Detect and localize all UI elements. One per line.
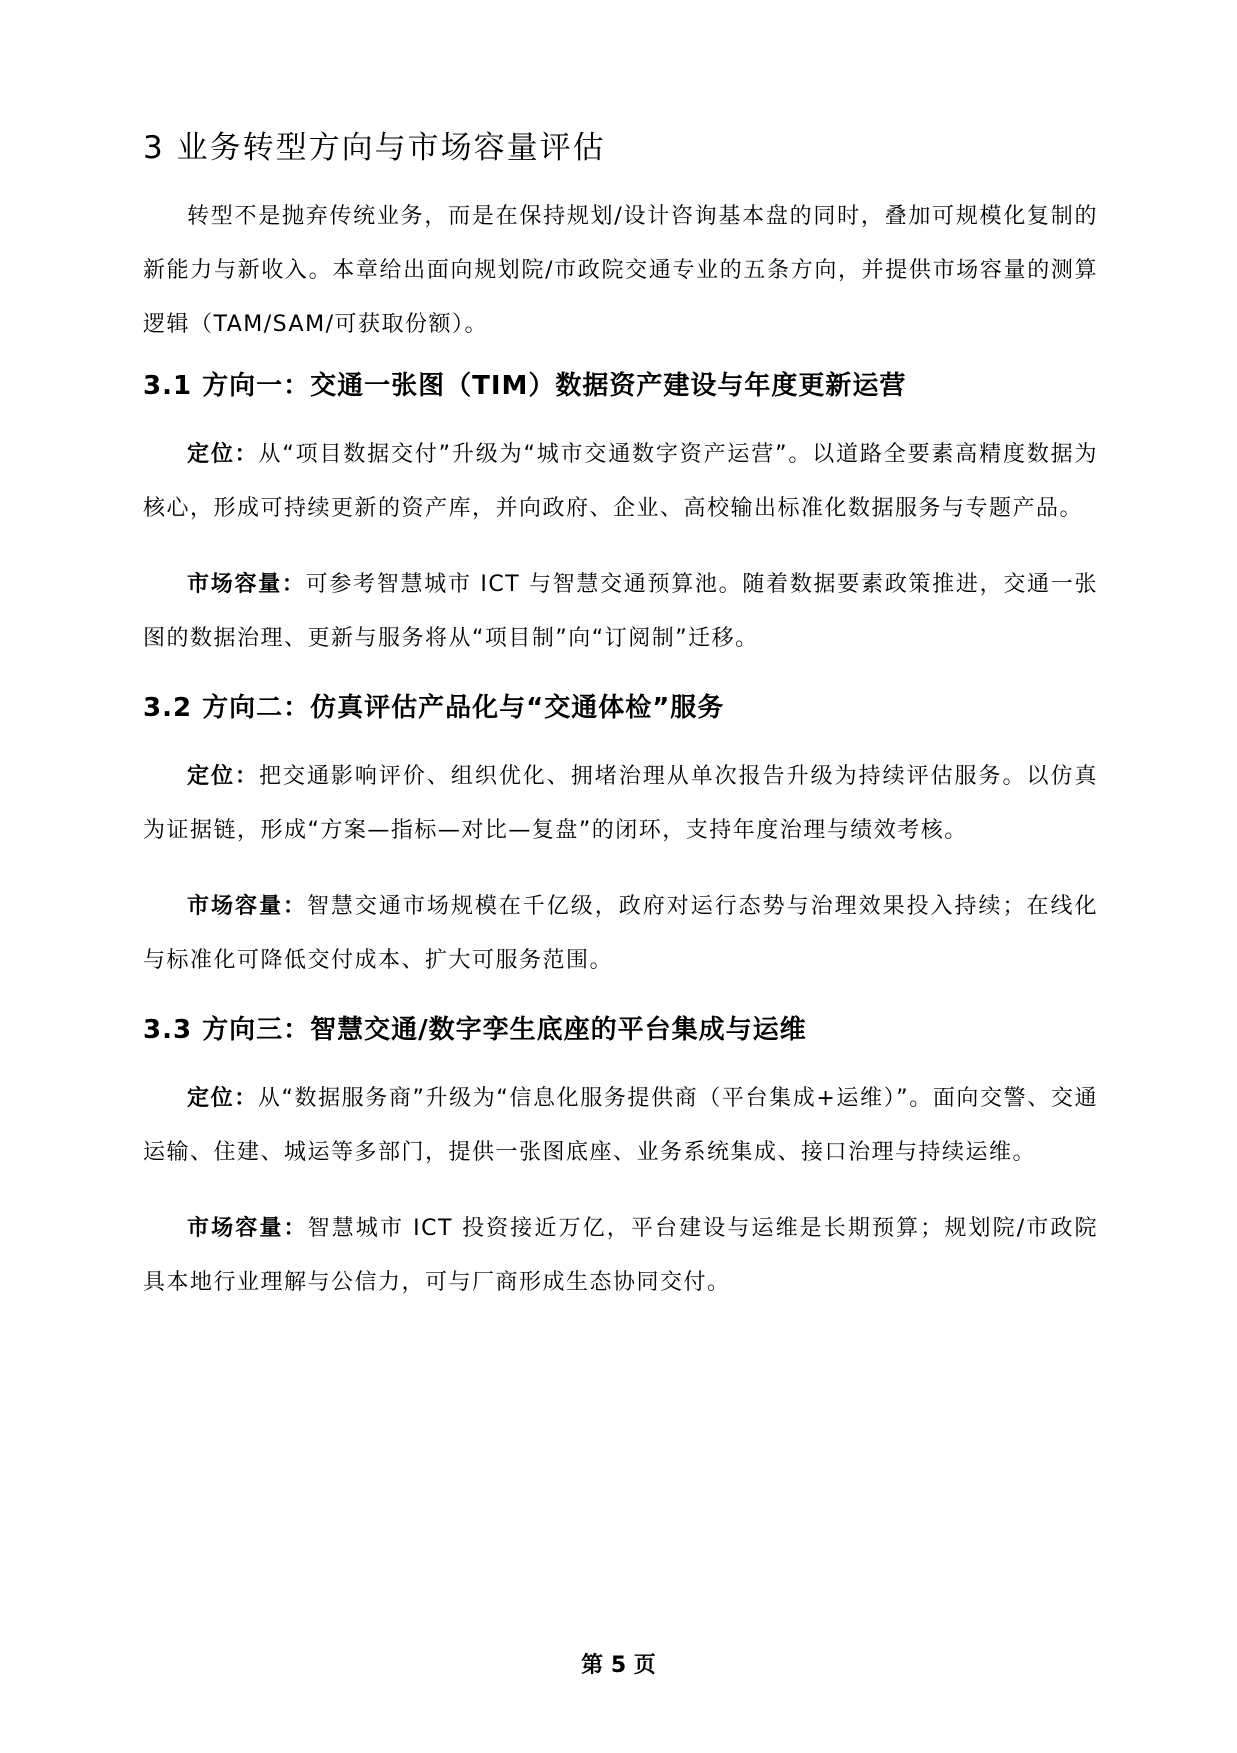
section-3-3 <box>143 1010 1098 1310</box>
market-label: 市场容量： <box>187 1216 308 1241</box>
chapter-intro: 转型不是抛弃传统业务，而是在保持规划/设计咨询基本盘的同时，叠加可规模化复制的新能力与新收入。本章给出面向规划院/市政院交通专业的五条方向，并提供市场容量的测算逻辑（TAM/SAM/可获取份额）。 <box>143 204 1098 337</box>
positioning-label: 定位： <box>187 442 259 467</box>
positioning-text: 从“项目数据交付”升级为“城市交通数字资产运营”。以道路全要素高精度数据为核心，形成可持续更新的资产库，并向政府、企业、高校输出标准化数据服务与专题产品。 <box>143 442 1098 521</box>
section-title: 3.2 方向二：仿真评估产品化与“交通体检”服务 <box>143 693 725 723</box>
market-paragraph <box>143 880 1098 988</box>
page-content <box>143 126 1098 1332</box>
market-paragraph <box>143 1202 1098 1310</box>
positioning-label: 定位： <box>187 1086 258 1111</box>
market-text: 可参考智慧城市 ICT 与智慧交通预算池。随着数据要素政策推进，交通一张图的数据治理、更新与服务将从“项目制”向“订阅制”迁移。 <box>143 572 1098 651</box>
market-text: 智慧交通市场规模在千亿级，政府对运行态势与治理效果投入持续；在线化与标准化可降低交付成本、扩大可服务范围。 <box>143 894 1098 973</box>
positioning-paragraph <box>143 750 1098 858</box>
positioning-paragraph <box>143 1072 1098 1180</box>
market-paragraph <box>143 558 1098 666</box>
market-label: 市场容量： <box>187 894 307 919</box>
section-3-1 <box>143 366 1098 666</box>
positioning-text: 把交通影响评价、组织优化、拥堵治理从单次报告升级为持续评估服务。以仿真为证据链，形成“方案—指标—对比—复盘”的闭环，支持年度治理与绩效考核。 <box>143 764 1098 843</box>
section-title: 3.1 方向一：交通一张图（TIM）数据资产建设与年度更新运营 <box>143 371 907 401</box>
positioning-label: 定位： <box>187 764 259 789</box>
positioning-paragraph <box>143 428 1098 536</box>
section-3-2 <box>143 688 1098 988</box>
market-text: 智慧城市 ICT 投资接近万亿，平台建设与运维是长期预算；规划院/市政院具本地行业理解与公信力，可与厂商形成生态协同交付。 <box>143 1216 1098 1295</box>
section-title: 3.3 方向三：智慧交通/数字孪生底座的平台集成与运维 <box>143 1015 807 1045</box>
positioning-text: 从“数据服务商”升级为“信息化服务提供商（平台集成+运维）”。面向交警、交通运输、住建、城运等多部门，提供一张图底座、业务系统集成、接口治理与持续运维。 <box>143 1086 1098 1165</box>
market-label: 市场容量： <box>187 572 306 597</box>
chapter-title: 3 业务转型方向与市场容量评估 <box>143 130 606 166</box>
page-number: 第 5 页 <box>581 1653 656 1678</box>
